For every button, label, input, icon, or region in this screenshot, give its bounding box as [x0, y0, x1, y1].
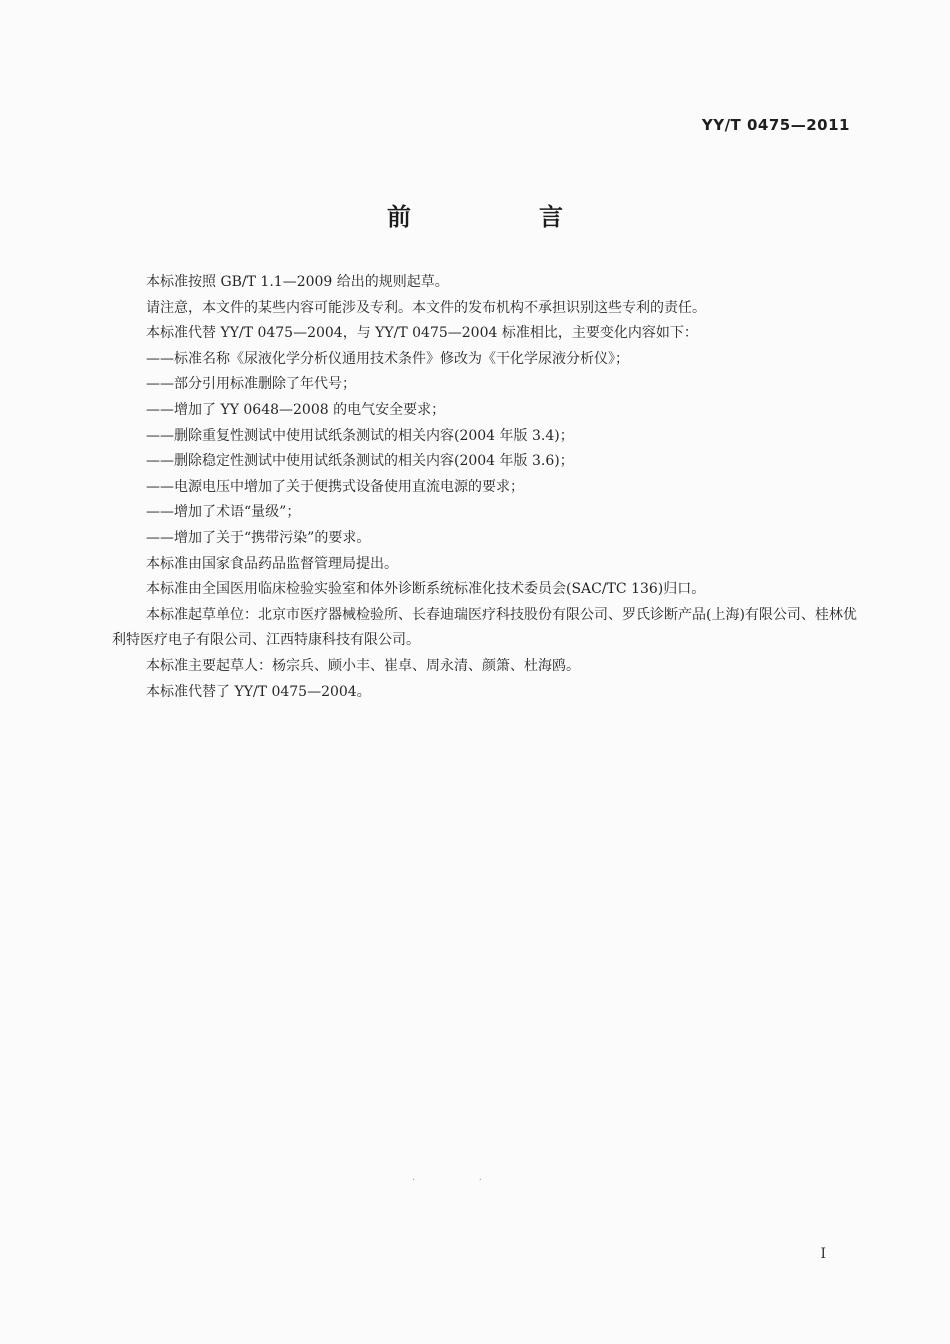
list-item: ——删除稳定性测试中使用试纸条测试的相关内容(2004 年版 3.6)；	[146, 453, 574, 470]
list-item: ——电源电压中增加了关于便携式设备使用直流电源的要求；	[146, 478, 524, 495]
paragraph: 本标准按照 GB/T 1.1—2009 给出的规则起草。	[146, 274, 449, 290]
paragraph: 本标准由全国医用临床检验实验室和体外诊断系统标准化技术委员会(SAC/TC 136)归口。	[146, 581, 706, 598]
list-item: ——标准名称《尿液化学分析仪通用技术条件》修改为《干化学尿液分析仪》；	[146, 350, 629, 367]
scan-specks: · ·	[412, 1175, 482, 1186]
list-item: ——删除重复性测试中使用试纸条测试的相关内容(2004 年版 3.4)；	[146, 427, 574, 444]
list-item: ——部分引用标准删除了年代号；	[146, 376, 356, 393]
foreword-body	[112, 270, 857, 705]
paragraph: 本标准起草单位：北京市医疗器械检验所、长春迪瑞医疗科技股份有限公司、罗氏诊断产品(上海)有限公司、桂林优利特医疗电子有限公司、江西特康科技有限公司。	[112, 606, 857, 649]
list-item: ——增加了关于“携带污染”的要求。	[146, 529, 371, 546]
page-title: 前 言	[387, 203, 615, 231]
paragraph: 本标准由国家食品药品监督管理局提出。	[146, 555, 398, 572]
paragraph: 本标准代替了 YY/T 0475—2004。	[146, 683, 371, 700]
paragraph: 请注意，本文件的某些内容可能涉及专利。本文件的发布机构不承担识别这些专利的责任。	[146, 299, 706, 316]
list-item: ——增加了术语“量级”；	[146, 504, 301, 521]
list-item: ——增加了 YY 0648—2008 的电气安全要求；	[146, 401, 446, 418]
standard-code: YY/T 0475—2011	[701, 116, 850, 134]
paragraph: 本标准主要起草人：杨宗兵、顾小丰、崔卓、周永清、颜箫、杜海鸥。	[146, 657, 580, 674]
paragraph: 本标准代替 YY/T 0475—2004，与 YY/T 0475—2004 标准相比，主要变化内容如下：	[146, 325, 698, 342]
page-number: I	[820, 1246, 826, 1262]
